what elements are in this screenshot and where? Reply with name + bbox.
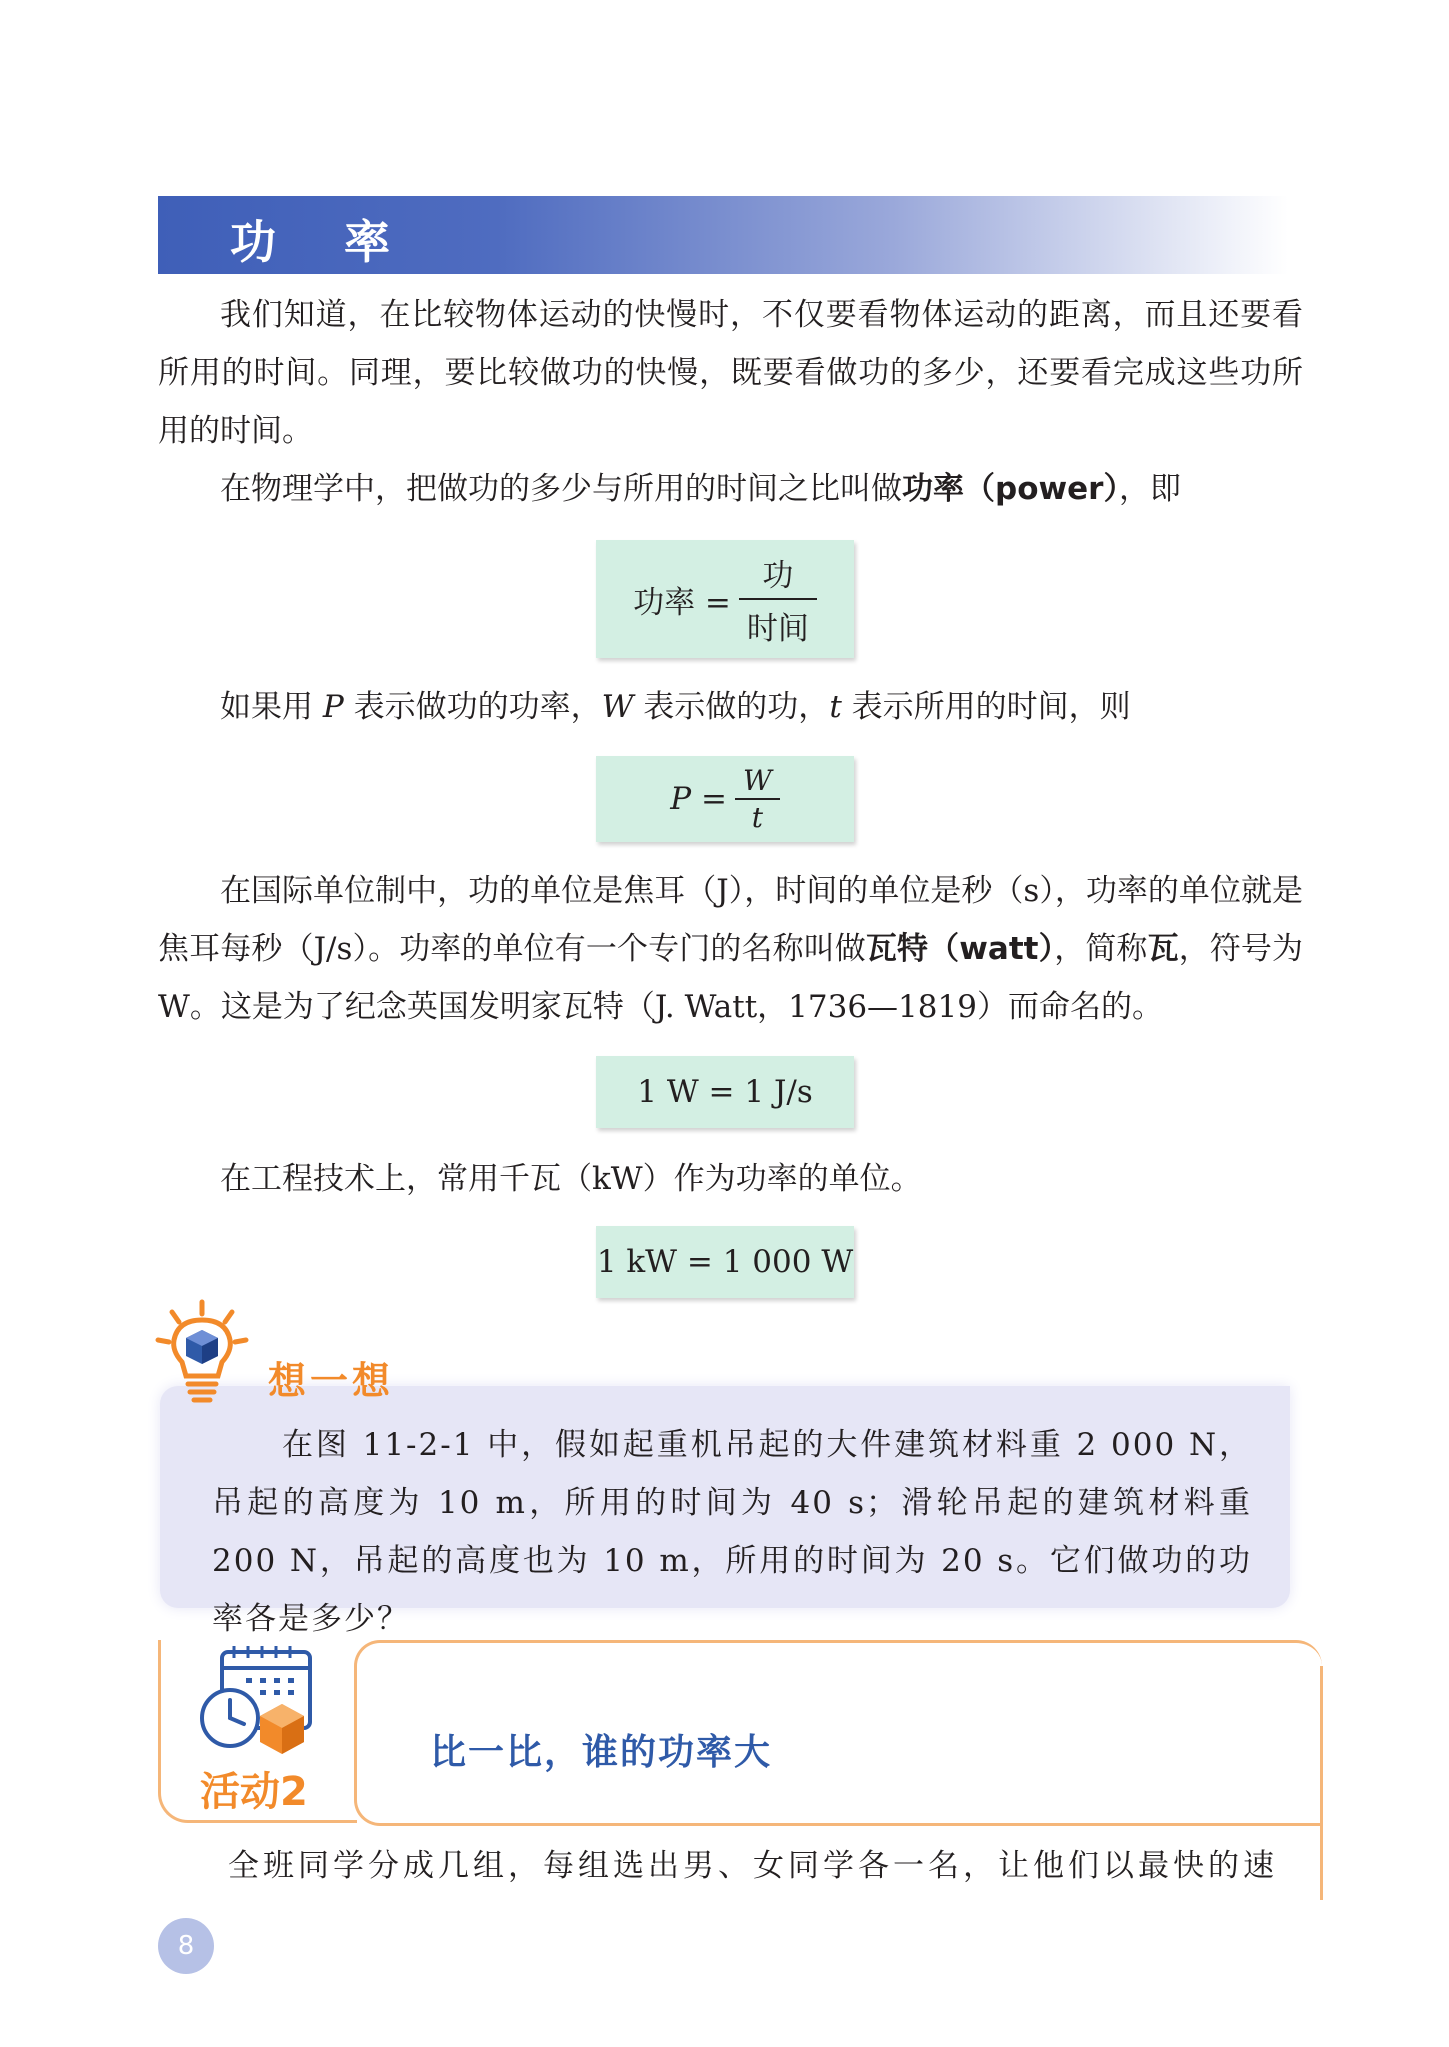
activity-title: 比一比，谁的功率大 bbox=[430, 1732, 773, 1773]
formula2-denominator: t bbox=[751, 801, 763, 834]
paragraph-kilowatt bbox=[158, 1150, 1303, 1208]
symbols-text-b: 表示做功的功率， bbox=[343, 689, 602, 725]
units-text-a: 在国际单位制中，功的单位是焦耳（J），时间的单位是秒（s），功率的单位就是焦耳每秒（J/s）。功率的单位有一个专门的名称叫做 bbox=[158, 873, 1303, 967]
think-question-text: 在图 11-2-1 中，假如起重机吊起的大件建筑材料重 2 000 N，吊起的高度为 10 m，所用的时间为 40 s；滑轮吊起的建筑材料重 200 N，吊起的高度也为 10 m，所用的时间为 20 s。它们做功的功率各是多少？ bbox=[212, 1427, 1252, 1637]
formula-watt-definition bbox=[596, 1056, 854, 1128]
symbols-text-d: 表示所用的时间，则 bbox=[841, 689, 1131, 725]
formula2-numerator: W bbox=[742, 764, 772, 797]
definition-text-b: ，即 bbox=[1118, 471, 1181, 507]
definition-text-a: 在物理学中，把做功的多少与所用的时间之比叫做 bbox=[220, 471, 902, 507]
formula1-lhs: 功率 = bbox=[633, 584, 731, 621]
lightbulb-icon bbox=[152, 1296, 252, 1416]
think-title: 想一想 bbox=[268, 1359, 395, 1403]
formula1-denominator: 时间 bbox=[746, 611, 809, 647]
formula-power-words bbox=[596, 540, 854, 658]
formula-kilowatt bbox=[596, 1226, 854, 1298]
formula1-fraction bbox=[739, 550, 817, 648]
think-question bbox=[212, 1416, 1252, 1648]
units-text-b: ，简称 bbox=[1054, 931, 1148, 967]
section-title: 功 率 bbox=[230, 215, 417, 269]
formula4-text: 1 kW = 1 000 W bbox=[596, 1244, 854, 1280]
symbol-P: P bbox=[322, 689, 344, 725]
symbols-text-c: 表示做的功， bbox=[633, 689, 830, 725]
formula-power-symbols bbox=[596, 756, 854, 842]
fraction-bar bbox=[739, 598, 817, 600]
units-text-c: ，符号为 W。这是为了纪念英国发明家瓦特（J. Watt，1736—1819）而命名的。 bbox=[158, 931, 1304, 1025]
calendar-clock-icon bbox=[196, 1644, 320, 1756]
activity-label: 活动2 bbox=[200, 1769, 308, 1815]
activity-text: 全班同学分成几组，每组选出男、女同学各一名，让他们以最快的速 bbox=[228, 1848, 1278, 1884]
term-power: 功率（power） bbox=[902, 471, 1119, 507]
paragraph-intro bbox=[158, 286, 1303, 460]
formula1-numerator: 功 bbox=[762, 558, 794, 594]
page-number: 8 bbox=[158, 1918, 214, 1974]
paragraph-intro-text: 我们知道，在比较物体运动的快慢时，不仅要看物体运动的距离，而且还要看所用的时间。同理，要比较做功的快慢，既要看做功的多少，还要看完成这些功所用的时间。 bbox=[158, 297, 1303, 449]
kilowatt-text: 在工程技术上，常用千瓦（kW）作为功率的单位。 bbox=[220, 1161, 922, 1197]
paragraph-symbols bbox=[158, 678, 1303, 736]
formula2-lhs: P = bbox=[670, 781, 727, 817]
formula2-fraction bbox=[735, 764, 780, 834]
fraction-bar bbox=[735, 798, 780, 800]
symbols-text-a: 如果用 bbox=[220, 689, 323, 725]
symbol-t: t bbox=[829, 689, 842, 725]
formula3-text: 1 W = 1 J/s bbox=[637, 1074, 813, 1110]
symbol-W: W bbox=[601, 689, 634, 725]
term-wa: 瓦 bbox=[1147, 931, 1179, 967]
term-watt: 瓦特（watt） bbox=[865, 931, 1055, 967]
activity-frame-edge bbox=[1320, 1666, 1323, 1900]
paragraph-units bbox=[158, 862, 1303, 1036]
paragraph-definition bbox=[158, 460, 1303, 518]
